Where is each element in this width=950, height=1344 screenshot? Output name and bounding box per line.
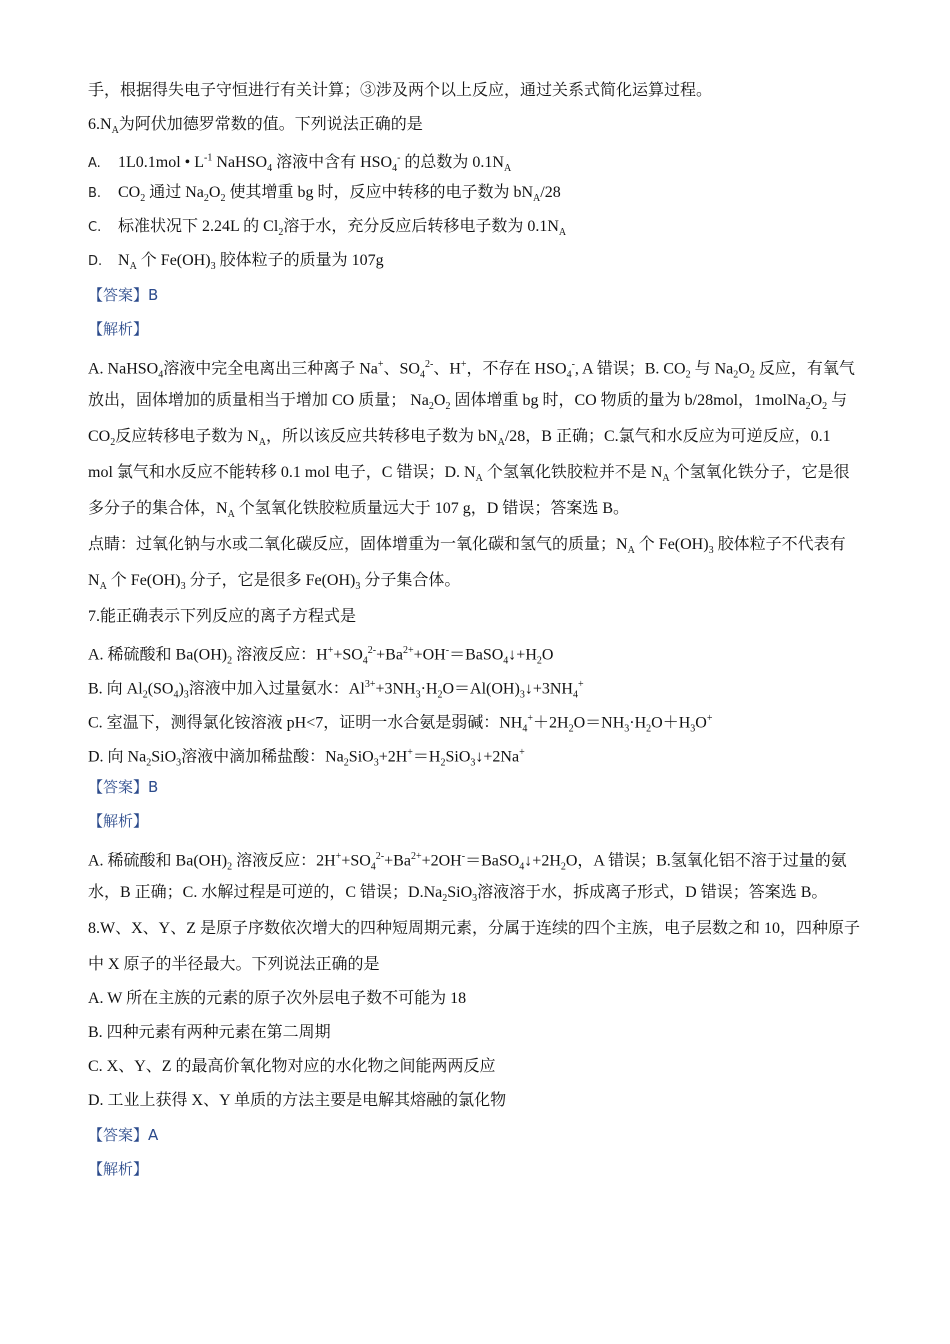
analysis-tag: 【解析】 — [88, 1160, 149, 1178]
analysis-text: 放出，固体增加的质量相当于增加 CO 质量； $Na_2O_2$ 固体增重 bg 时，CO 物质的量为 b/28mol，$1molNa_2O_2$ 与 — [88, 392, 848, 413]
question-7-option-c: C. 室温下，测得氯化铵溶液 pH<7，证明一水合氨是弱碱：$NH_4^++2H_2O=NH_3\cdot H_2O+H_3O^+$ — [88, 713, 713, 735]
analysis-text: A. NaHSO$_4$溶液中完全电离出三种离子 Na+、$SO_4^{2-}$、H+，不存在 $HSO_4^-$, A 错误；B. $CO_2$ 与 $Na_2O_2$ 反应，有氧气 — [88, 359, 855, 381]
note-text: $N_A$ 个 $Fe(OH)_3$ 分子，它是很多 $Fe(OH)_3$ 分子集合体。 — [88, 572, 461, 593]
question-8-stem: 中 X 原子的半径最大。下列说法正确的是 — [88, 956, 380, 973]
question-8-option-b: B. 四种元素有两种元素在第二周期 — [88, 1024, 331, 1041]
question-6-option-b: B. $CO_2$ 通过 $Na_2O_2$ 使其增重 bg 时，反应中转移的电子数为 $bN_A/28$ — [88, 184, 561, 205]
analysis-text: $CO_2$反应转移电子数为 $N_A$，所以该反应共转移电子数为 $bN_A/28$，B 正确；C.氯气和水反应为可逆反应，0.1 — [88, 428, 831, 449]
question-8-option-d: D. 工业上获得 X、Y 单质的方法主要是电解其熔融的氯化物 — [88, 1092, 507, 1109]
analysis-tag: 【解析】 — [88, 320, 149, 338]
question-7-stem: 7.能正确表示下列反应的离子方程式是 — [88, 608, 357, 625]
analysis-text: A. 稀硫酸和 $Ba(OH)_2$ 溶液反应：$2H^++SO_4^{2-}+Ba^{2+}+2OH^-=BaSO_4↓+2H_2O$，A 错误；B.氢氧化铝不溶于过量的氨 — [88, 851, 847, 873]
note-text: 点睛：过氧化钠与水或二氧化碳反应，固体增重为一氧化碳和氢气的质量；$N_A$ 个 $Fe(OH)_3$ 胶体粒子不代表有 — [88, 536, 846, 557]
analysis-tag: 【解析】 — [88, 812, 149, 830]
question-8-option-c: C. X、Y、Z 的最高价氧化物对应的水化物之间能两两反应 — [88, 1058, 496, 1075]
question-6-option-d: D. $N_A$ 个 $Fe(OH)_3$ 胶体粒子的质量为 107g — [88, 252, 384, 273]
question-7-option-b: B. 向 $Al_2(SO_4)_3$溶液中加入过量氨水：$Al^{3+}+3NH_3\cdot H_2O=Al(OH)_3↓+3NH_4^+$ — [88, 679, 584, 701]
answer-tag: 【答案】B — [88, 286, 159, 304]
question-6-stem: $6.N_A$为阿伏加德罗常数的值。下列说法正确的是 — [88, 116, 423, 137]
answer-tag: 【答案】A — [88, 1126, 159, 1144]
text-line: 手，根据得失电子守恒进行有关计算；③涉及两个以上反应，通过关系式简化运算过程。 — [88, 82, 713, 99]
analysis-text: 多分子的集合体，$N_A$ 个氢氧化铁胶粒质量远大于 107 g，D 错误；答案选 B。 — [88, 500, 630, 521]
question-8-option-a: A. W 所在主族的元素的原子次外层电子数不可能为 18 — [88, 990, 467, 1007]
question-7-option-d: D. 向 $Na_2SiO_3$溶液中滴加稀盐酸：$Na_2SiO_3+2H^+=H_2SiO_3↓+2Na^+$ — [88, 747, 525, 769]
question-7-option-a: A. 稀硫酸和 $Ba(OH)_2$ 溶液反应：$H^++SO_4^{2-}+Ba^{2+}+OH^-=BaSO_4↓+H_2O$ — [88, 645, 554, 667]
question-6-option-c: C. 标准状况下 2.24L 的 $Cl_2$溶于水，充分反应后转移电子数为 $0.1N_A$ — [88, 218, 567, 239]
analysis-text: mol 氯气和水反应不能转移 0.1 mol 电子，C 错误；D. $N_A$ 个氢氧化铁胶粒并不是 $N_A$ 个氢氧化铁分子，它是很 — [88, 464, 850, 485]
question-6-option-a: A. 1L0.1mol • $L^{-1}$ NaHSO$_4$ 溶液中含有 $HSO_4^-$ 的总数为 $0.1N_A$ — [88, 153, 512, 175]
question-8-stem: 8.W、X、Y、Z 是原子序数依次增大的四种短周期元素，分属于连续的四个主族，电子层数之和 10，四种原子 — [88, 920, 860, 937]
analysis-text: 水，B 正确；C. 水解过程是可逆的，C 错误；$D.Na_2SiO_3$溶液溶于水，拆成离子形式，D 错误；答案选 B。 — [88, 884, 828, 905]
answer-tag: 【答案】B — [88, 778, 159, 796]
